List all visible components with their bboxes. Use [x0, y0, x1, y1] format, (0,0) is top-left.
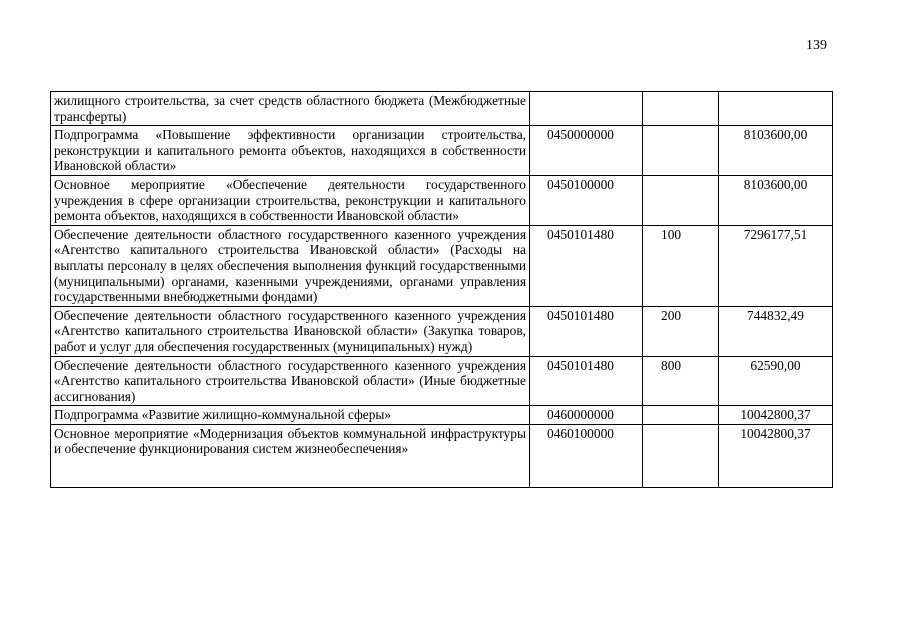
row-code: 0450000000: [530, 126, 643, 176]
row-description: Подпрограмма «Развитие жилищно-коммунальной сферы»: [51, 406, 530, 425]
table-row: [51, 225, 833, 306]
row-expense-kind: 100: [643, 225, 719, 306]
row-expense-kind: [643, 406, 719, 425]
table-row: [51, 306, 833, 356]
table-row: [51, 424, 833, 487]
row-description: Основное мероприятие «Обеспечение деятельности государственного учреждения в сфере организации строительства, реконструкции и капитального ремонта объектов, находящихся в собственности Ивановской области»: [51, 175, 530, 225]
table-row: [51, 356, 833, 406]
row-amount: 744832,49: [719, 306, 833, 356]
table-row: [51, 406, 833, 425]
row-description: Подпрограмма «Повышение эффективности организации строительства, реконструкции и капитального ремонта объектов, находящихся в собственности Ивановской области»: [51, 126, 530, 176]
page-number: 139: [806, 38, 827, 53]
row-code: 0450100000: [530, 175, 643, 225]
budget-table: [50, 91, 833, 488]
row-amount: 8103600,00: [719, 126, 833, 176]
row-amount: 10042800,37: [719, 406, 833, 425]
table-row: [51, 92, 833, 126]
row-expense-kind: 800: [643, 356, 719, 406]
table-row: [51, 175, 833, 225]
row-code: 0450101480: [530, 306, 643, 356]
row-expense-kind: [643, 126, 719, 176]
row-description: Основное мероприятие «Модернизация объектов коммунальной инфраструктуры и обеспечение функционирования систем жизнеобеспечения»: [51, 424, 530, 487]
row-expense-kind: [643, 175, 719, 225]
row-amount: [719, 92, 833, 126]
row-code: 0460100000: [530, 424, 643, 487]
row-expense-kind: 200: [643, 306, 719, 356]
table-row: [51, 126, 833, 176]
row-description: Обеспечение деятельности областного государственного казенного учреждения «Агентство капитального строительства Ивановской области» (Расходы на выплаты персоналу в целях обеспечения выполнения функций государственными (муниципальными) органами, казенными учреждениями, органами управления государственными внебюджетными фондами): [51, 225, 530, 306]
row-description: жилищного строительства, за счет средств областного бюджета (Межбюджетные трансферты): [51, 92, 530, 126]
row-code: [530, 92, 643, 126]
row-code: 0450101480: [530, 356, 643, 406]
row-expense-kind: [643, 424, 719, 487]
row-amount: 7296177,51: [719, 225, 833, 306]
row-description: Обеспечение деятельности областного государственного казенного учреждения «Агентство капитального строительства Ивановской области» (Иные бюджетные ассигнования): [51, 356, 530, 406]
row-amount: 10042800,37: [719, 424, 833, 487]
row-expense-kind: [643, 92, 719, 126]
row-amount: 62590,00: [719, 356, 833, 406]
row-code: 0460000000: [530, 406, 643, 425]
row-description: Обеспечение деятельности областного государственного казенного учреждения «Агентство капитального строительства Ивановской области» (Закупка товаров, работ и услуг для обеспечения государственных (муниципальных) нужд): [51, 306, 530, 356]
row-amount: 8103600,00: [719, 175, 833, 225]
row-code: 0450101480: [530, 225, 643, 306]
